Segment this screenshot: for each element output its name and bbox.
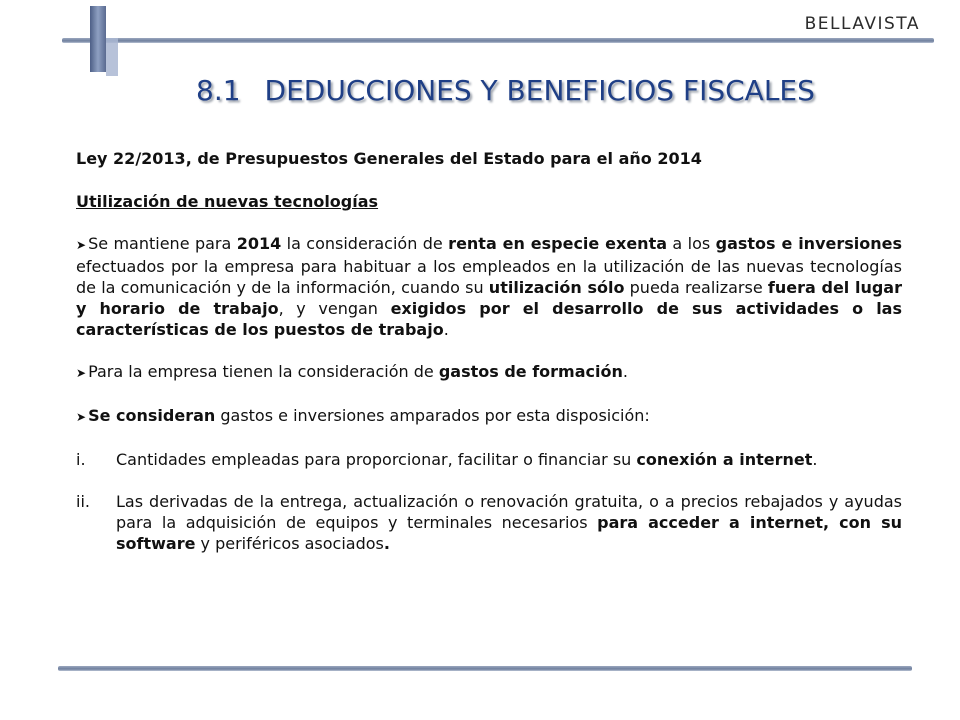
law-heading: Ley 22/2013, de Presupuestos Generales del Estado para el año 2014: [76, 149, 702, 168]
bullet-paragraph-1: ➤ Se mantiene para 2014 la consideración de renta en especie exenta a los gastos e inversiones efectuados por la empresa para habituar a los empleados en la utilización de las nuevas tecnologías de la comunicación y de la información, cuando su utilización sólo pueda realizarse fuera del lugar y horario de trabajo, y vengan exigidos por el desarrollo de sus actividades o las características de los puestos de trabajo.: [76, 234, 903, 339]
list-index: i.: [76, 450, 86, 469]
title-text: DEDUCCIONES Y BENEFICIOS FISCALES: [264, 74, 815, 107]
arrow-bullet-icon: ➤: [76, 410, 87, 424]
bottom-divider: [58, 666, 912, 671]
list-text: Las derivadas de la entrega, actualización o renovación gratuita, o a precios rebajados y ayudas para la adquisición de equipos y terminales necesarios para acceder a internet, con su software y periféricos asociados.: [116, 492, 903, 553]
arrow-bullet-icon: ➤: [76, 238, 87, 252]
content-body: [76, 148, 902, 575]
page-title: [196, 74, 896, 107]
list-item-1: [76, 449, 902, 470]
list-item-2: [76, 491, 902, 554]
bullet-paragraph-3: ➤ Se consideran gastos e inversiones amparados por esta disposición:: [76, 406, 650, 425]
arrow-bullet-icon: ➤: [76, 366, 87, 380]
bullet-paragraph-2: ➤ Para la empresa tienen la consideración de gastos de formación.: [76, 362, 628, 381]
list-index: ii.: [76, 492, 90, 511]
logo-mark-icon: [88, 4, 122, 78]
section-subheading: Utilización de nuevas tecnologías: [76, 192, 379, 211]
brand-name: BELLAVISTA: [804, 14, 920, 34]
top-divider: [62, 38, 934, 43]
list-text: Cantidades empleadas para proporcionar, facilitar o financiar su conexión a internet.: [116, 450, 818, 469]
title-number: 8.1: [196, 74, 241, 107]
